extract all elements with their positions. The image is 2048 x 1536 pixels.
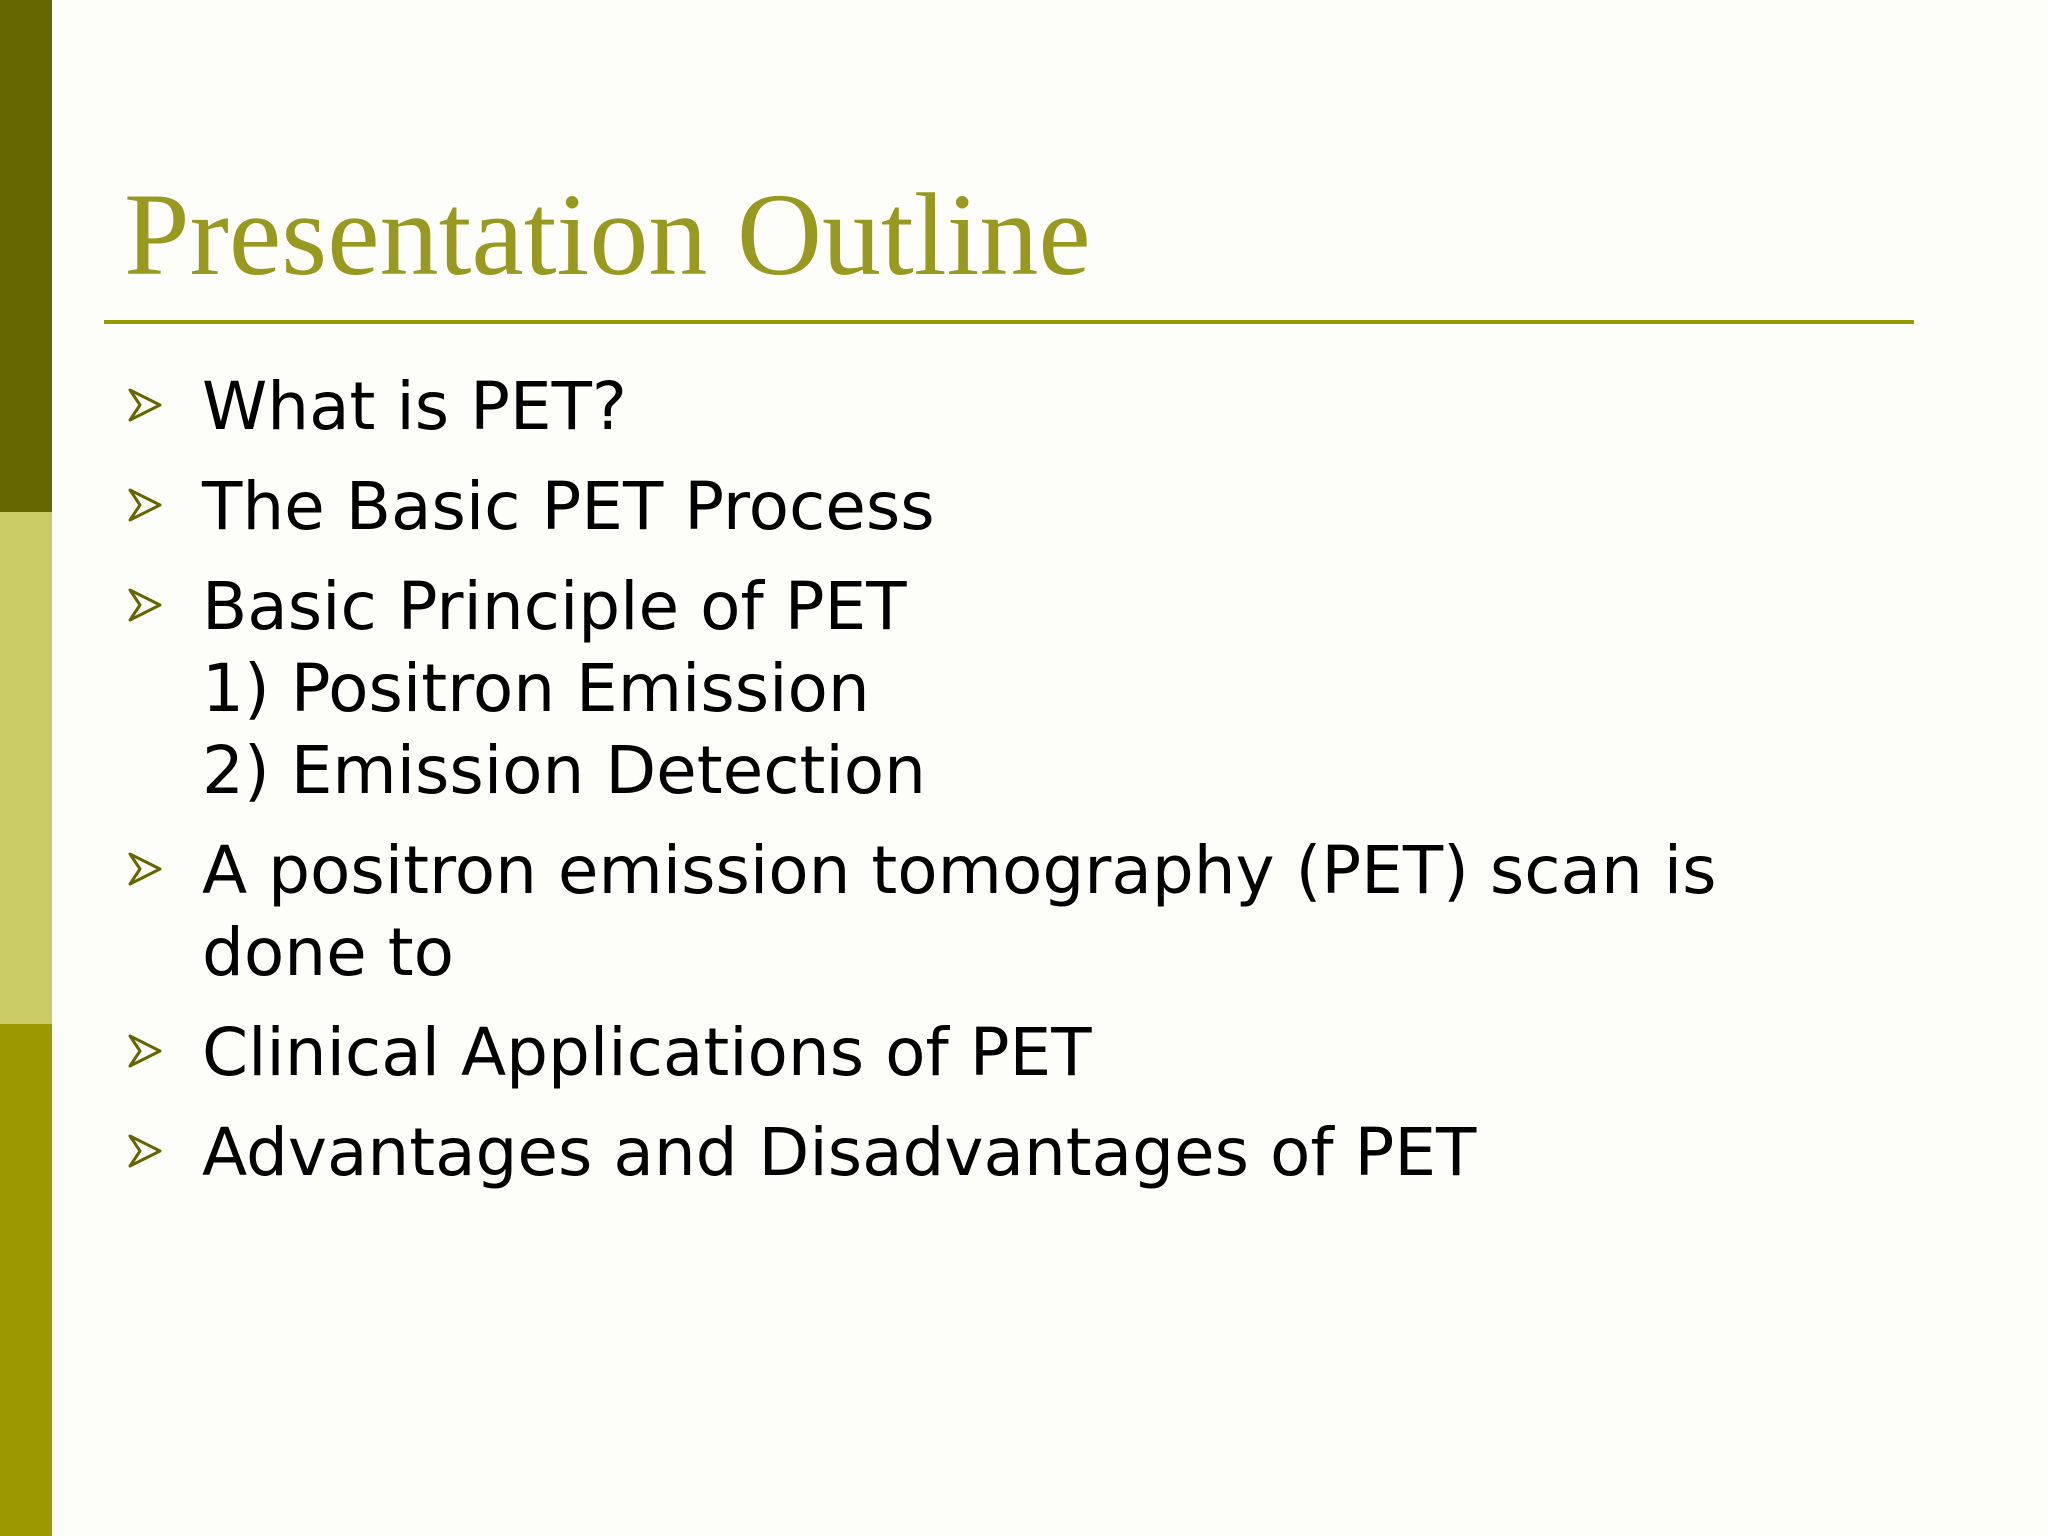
sidebar-bar-bottom [0, 1024, 52, 1536]
bullet-text: The Basic PET Process [202, 468, 935, 545]
arrowhead-bullet-icon [128, 852, 162, 886]
arrowhead-bullet-icon [128, 588, 162, 622]
bullet-item [124, 466, 1904, 548]
bullet-text: Advantages and Disadvantages of PET [202, 1114, 1477, 1191]
bullet-item [124, 566, 1904, 812]
sub-item-text: 1) Positron Emission [202, 650, 870, 727]
bullet-text: Clinical Applications of PET [202, 1014, 1092, 1091]
bullet-text: Basic Principle of PET [202, 568, 907, 645]
arrowhead-bullet-icon [128, 388, 162, 422]
arrowhead-bullet-icon [128, 1034, 162, 1068]
sidebar-bar-middle [0, 512, 52, 1024]
bullet-text: A positron emission tomography (PET) scan is [202, 832, 1717, 909]
bullet-item [124, 366, 1904, 448]
title-underline-rule [104, 320, 1914, 324]
sub-item-text: 2) Emission Detection [202, 732, 926, 809]
bullet-text-continuation: done to [202, 914, 454, 991]
bullet-item [124, 830, 1904, 994]
arrowhead-bullet-icon [128, 1134, 162, 1168]
outline-bullet-list [124, 366, 1904, 1212]
bullet-text: What is PET? [202, 368, 627, 445]
arrowhead-bullet-icon [128, 488, 162, 522]
slide-title: Presentation Outline [124, 169, 1091, 300]
bullet-item [124, 1012, 1904, 1094]
sidebar-bar-top [0, 0, 52, 512]
bullet-item [124, 1112, 1904, 1194]
